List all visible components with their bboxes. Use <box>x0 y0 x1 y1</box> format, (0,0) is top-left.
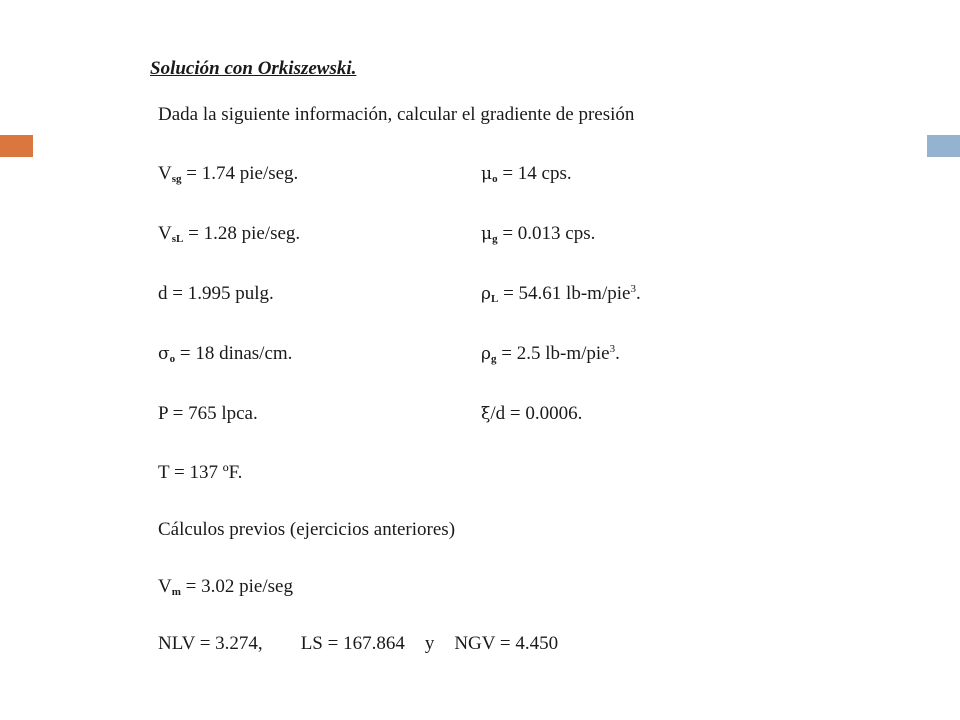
ls-value: LS = 167.864 <box>300 633 405 654</box>
mu-g-value: $\mu_g = 0.013$ cps. <box>481 223 596 245</box>
solution-heading: Solución con Orkiszewski. <box>150 58 357 79</box>
temperature-value: T = 137 ºF. <box>158 462 243 483</box>
rho-l-value: $\rho_L = 54.61$ lb-m/pie$^3$. <box>481 283 641 305</box>
nlv-value: NLV = 3.274, <box>158 633 263 654</box>
diameter-value: d = 1.995 pulg. <box>158 283 274 304</box>
pressure-value: P = 765 lpca. <box>158 403 258 424</box>
intro-text: Dada la siguiente información, calcular el gradiente de presión <box>158 104 635 125</box>
mu-o-value: $\mu_o = 14$ cps. <box>481 163 572 185</box>
conjunction-y: y <box>424 633 435 654</box>
ngv-value: NGV = 4.450 <box>454 633 559 654</box>
vsg-value: $V_{sg} = 1.74$ pie/seg. <box>158 163 299 185</box>
rho-g-value: $\rho_g = 2.5$ lb-m/pie$^3$. <box>481 343 620 365</box>
final-results-line <box>158 633 558 655</box>
previous-calculations-label: Cálculos previos (ejercicios anteriores) <box>158 519 456 540</box>
sigma-o-value: $\sigma_o = 18$ dinas/cm. <box>158 343 293 365</box>
roughness-value: ξ/d = 0.0006. <box>481 403 583 424</box>
vsl-value: $V_{sL} = 1.28$ pie/seg. <box>158 223 301 245</box>
vm-value: $V_m = 3.02$ pie/seg <box>158 576 293 598</box>
left-accent-bar <box>0 135 33 157</box>
right-accent-bar <box>927 135 960 157</box>
